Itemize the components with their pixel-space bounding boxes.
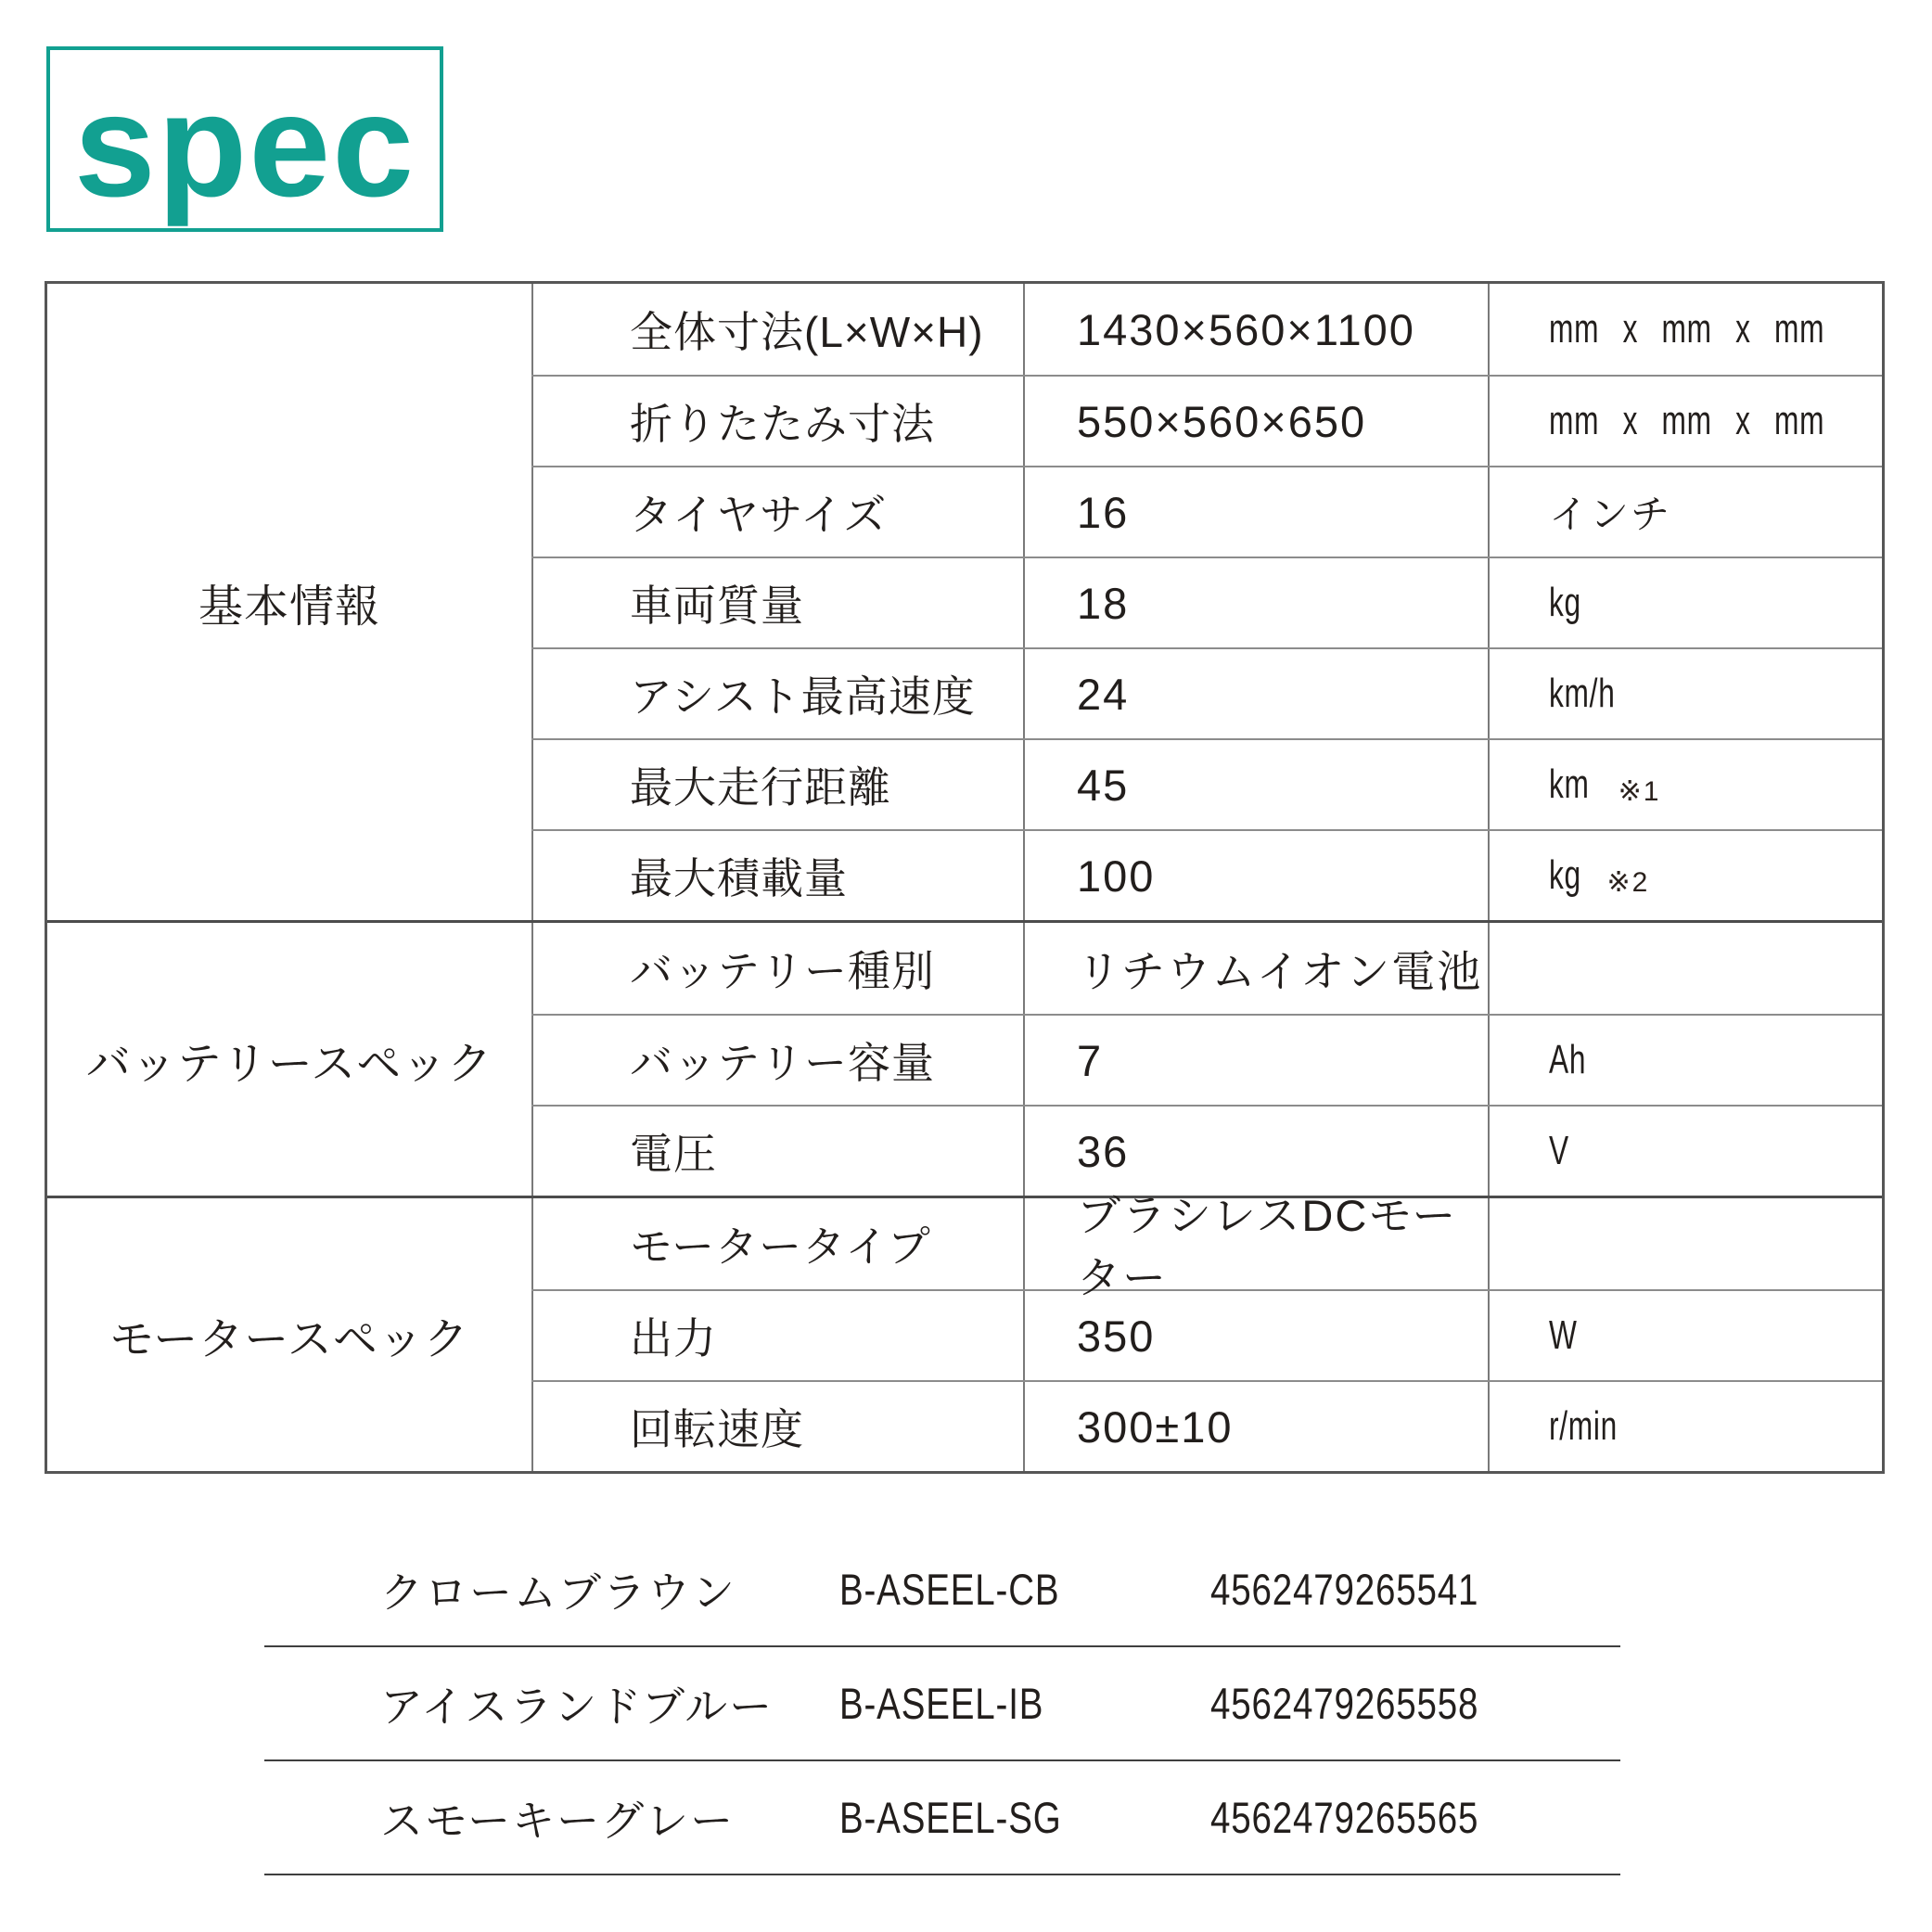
unit-text: インチ xyxy=(1549,493,1672,536)
value-text: 24 xyxy=(1077,669,1130,719)
item-cell xyxy=(531,831,1023,920)
category-cell xyxy=(47,284,531,920)
value-cell xyxy=(1023,831,1488,920)
table-row xyxy=(531,829,1882,920)
unit-cell xyxy=(1488,1291,1882,1380)
table-row xyxy=(531,1191,1882,1302)
value-cell xyxy=(1023,649,1488,738)
page-title: spec xyxy=(73,64,416,227)
item-label: 電圧 xyxy=(630,1130,717,1178)
unit-text: W xyxy=(1549,1312,1578,1358)
variant-color-name: クロームブラウン xyxy=(380,1567,736,1617)
table-row xyxy=(531,1289,1882,1380)
value-cell xyxy=(1023,1291,1488,1380)
table-row xyxy=(531,738,1882,829)
unit-text: km xyxy=(1549,761,1590,807)
group-rows xyxy=(531,923,1882,1196)
value-text: 18 xyxy=(1077,578,1130,628)
spec-group-battery xyxy=(47,920,1882,1196)
spec-header-box xyxy=(46,46,443,232)
item-cell xyxy=(531,284,1023,375)
item-label: 折りたたみ寸法 xyxy=(630,400,935,448)
table-row xyxy=(531,375,1882,466)
item-cell xyxy=(531,1382,1023,1471)
value-cell xyxy=(1023,467,1488,557)
value-cell xyxy=(1023,377,1488,466)
unit-cell xyxy=(1488,377,1882,466)
table-row xyxy=(531,466,1882,557)
item-cell xyxy=(531,1291,1023,1380)
category-cell xyxy=(47,923,531,1196)
unit-text: mm x mm x mm xyxy=(1549,398,1825,443)
item-label: 出力 xyxy=(630,1314,717,1363)
unit-cell xyxy=(1488,740,1882,829)
category-label: モータースペック xyxy=(109,1314,469,1364)
item-cell xyxy=(531,923,1023,1014)
value-text: 1430×560×1100 xyxy=(1077,304,1415,354)
item-cell xyxy=(531,1107,1023,1196)
item-cell xyxy=(531,1016,1023,1105)
unit-cell xyxy=(1488,284,1882,375)
variant-jan-code: 4562479265565 xyxy=(1210,1793,1479,1842)
table-row xyxy=(531,1380,1882,1471)
unit-text: mm x mm x mm xyxy=(1549,306,1825,352)
variant-model-code: B-ASEEL-SG xyxy=(839,1793,1062,1842)
item-label: バッテリー種別 xyxy=(630,947,935,995)
item-cell xyxy=(531,649,1023,738)
spec-group-motor xyxy=(47,1191,1882,1471)
item-label: タイヤサイズ xyxy=(630,491,888,539)
variant-row xyxy=(264,1533,1620,1647)
table-row xyxy=(531,557,1882,647)
value-text: 36 xyxy=(1077,1126,1130,1176)
item-label: バッテリー容量 xyxy=(630,1039,935,1087)
spec-group-basic xyxy=(47,284,1882,920)
item-cell xyxy=(531,558,1023,647)
value-cell xyxy=(1023,558,1488,647)
unit-text: kg xyxy=(1549,852,1581,898)
item-label: アシスト最高速度 xyxy=(630,672,976,721)
item-label: 車両質量 xyxy=(630,582,804,630)
unit-cell xyxy=(1488,1198,1882,1289)
unit-cell xyxy=(1488,1107,1882,1196)
value-text: 350 xyxy=(1077,1311,1156,1361)
value-cell xyxy=(1023,923,1488,1014)
item-cell xyxy=(531,1198,1023,1289)
item-label: 回転速度 xyxy=(630,1405,804,1453)
spec-table xyxy=(45,281,1885,1474)
unit-cell xyxy=(1488,467,1882,557)
value-cell xyxy=(1023,740,1488,829)
unit-cell xyxy=(1488,923,1882,1014)
item-label: 最大走行距離 xyxy=(630,763,891,812)
variant-color-name: アイスランドブルー xyxy=(380,1682,774,1731)
item-cell xyxy=(531,377,1023,466)
value-cell xyxy=(1023,1016,1488,1105)
table-row xyxy=(531,923,1882,1014)
item-label: 全体寸法(L×W×H) xyxy=(630,308,984,356)
item-cell xyxy=(531,740,1023,829)
item-label: 最大積載量 xyxy=(630,854,848,902)
category-label: 基本情報 xyxy=(198,582,380,632)
value-text: 7 xyxy=(1077,1035,1104,1085)
footnote-ref: ※2 xyxy=(1606,866,1650,898)
category-label: バッテリースペック xyxy=(85,1039,493,1089)
value-cell xyxy=(1023,284,1488,375)
value-text: 300±10 xyxy=(1077,1401,1234,1452)
variant-row xyxy=(264,1761,1620,1875)
value-cell xyxy=(1023,1382,1488,1471)
unit-cell xyxy=(1488,558,1882,647)
unit-text: kg xyxy=(1549,580,1581,625)
variant-model-code: B-ASEEL-IB xyxy=(839,1679,1044,1728)
table-row xyxy=(531,1014,1882,1105)
unit-text: V xyxy=(1549,1128,1569,1173)
value-text: ブラシレスDCモーター xyxy=(1077,1191,1458,1302)
variant-list xyxy=(264,1533,1620,1875)
variant-jan-code: 4562479265558 xyxy=(1210,1679,1479,1728)
unit-cell xyxy=(1488,1016,1882,1105)
unit-text: km/h xyxy=(1549,671,1616,716)
category-cell xyxy=(47,1198,531,1471)
item-label: モータータイプ xyxy=(630,1222,931,1271)
value-text: 45 xyxy=(1077,760,1130,810)
value-text: 100 xyxy=(1077,851,1156,901)
variant-model-code: B-ASEEL-CB xyxy=(839,1565,1060,1614)
unit-cell xyxy=(1488,1382,1882,1471)
value-text: 16 xyxy=(1077,487,1130,537)
unit-text: Ah xyxy=(1549,1037,1587,1082)
table-row xyxy=(531,284,1882,375)
item-cell xyxy=(531,467,1023,557)
group-rows xyxy=(531,1191,1882,1471)
unit-cell xyxy=(1488,831,1882,920)
value-cell xyxy=(1023,1191,1488,1302)
variant-color-name: スモーキーグレー xyxy=(380,1796,736,1845)
unit-text: r/min xyxy=(1549,1403,1619,1449)
unit-cell xyxy=(1488,649,1882,738)
value-text: 550×560×650 xyxy=(1077,396,1367,446)
variant-row xyxy=(264,1647,1620,1761)
footnote-ref: ※1 xyxy=(1618,775,1661,807)
variant-jan-code: 4562479265541 xyxy=(1210,1565,1479,1614)
value-text: リチウムイオン電池 xyxy=(1077,946,1483,996)
group-rows xyxy=(531,284,1882,920)
table-row xyxy=(531,647,1882,738)
